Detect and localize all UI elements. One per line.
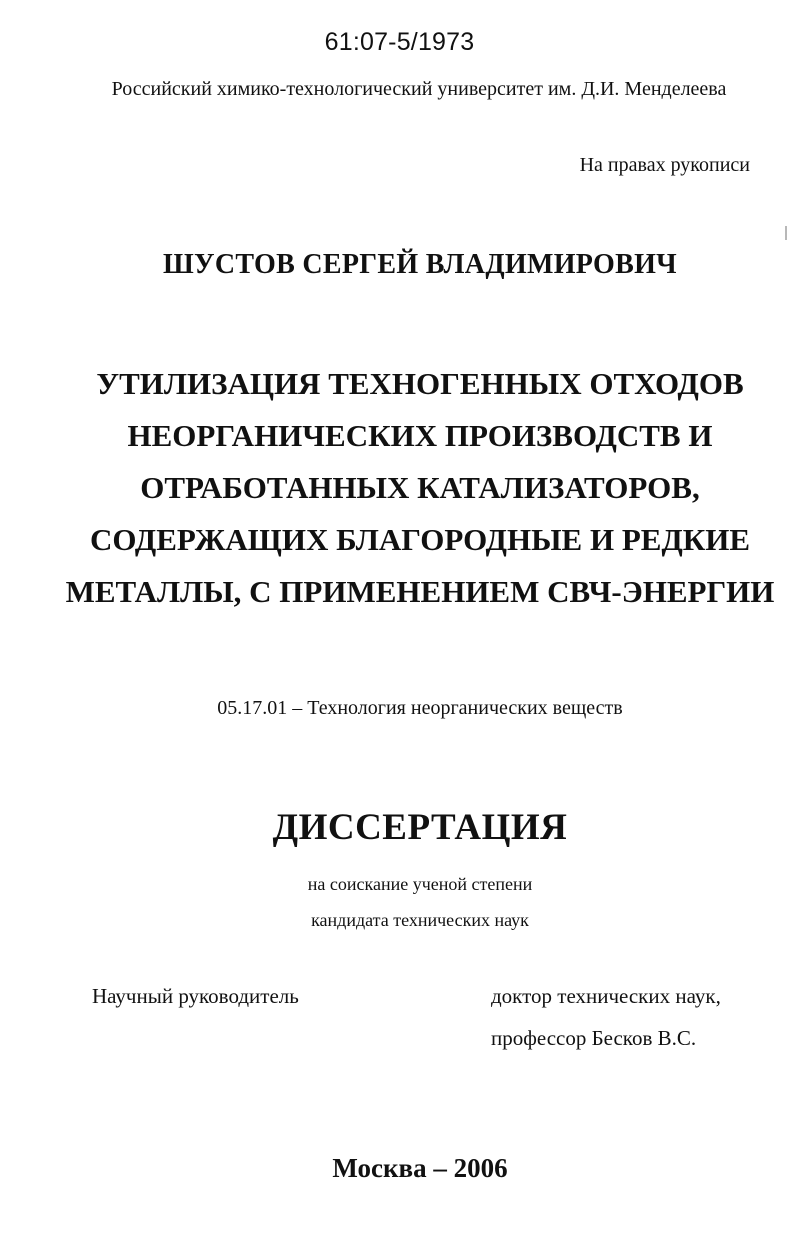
supervisor-label: Научный руководитель [92, 984, 299, 1008]
specialty-code: 05.17.01 – Технология неорганических веществ [217, 697, 623, 719]
catalog-number: 61:07-5/1973 [324, 28, 475, 56]
dissertation-title [0, 358, 799, 618]
title-line: НЕОРГАНИЧЕСКИХ ПРОИЗВОДСТВ И [127, 418, 713, 453]
supervisor-name: профессор Бесков В.С. [491, 1026, 697, 1050]
title-line: УТИЛИЗАЦИЯ ТЕХНОГЕННЫХ ОТХОДОВ [96, 366, 744, 401]
degree-line: на соискание ученой степени [307, 874, 533, 894]
city-year: Москва – 2006 [332, 1153, 508, 1183]
title-line: МЕТАЛЛЫ, С ПРИМЕНЕНИЕМ СВЧ-ЭНЕРГИИ [65, 574, 775, 609]
manuscript-rights: На правах рукописи [579, 154, 750, 176]
supervisor-degree: доктор технических наук, [491, 984, 721, 1008]
title-line: СОДЕРЖАЩИХ БЛАГОРОДНЫЕ И РЕДКИЕ [89, 522, 751, 557]
university-name: Российский химико-технологический университет им. Д.И. Менделеева [111, 78, 727, 100]
author-name: ШУСТОВ СЕРГЕЙ ВЛАДИМИРОВИЧ [162, 249, 677, 280]
edge-mark [785, 226, 787, 240]
document-type: ДИССЕРТАЦИЯ [272, 807, 568, 848]
title-line: ОТРАБОТАННЫХ КАТАЛИЗАТОРОВ, [140, 470, 700, 505]
degree-line: кандидата технических наук [311, 910, 529, 930]
